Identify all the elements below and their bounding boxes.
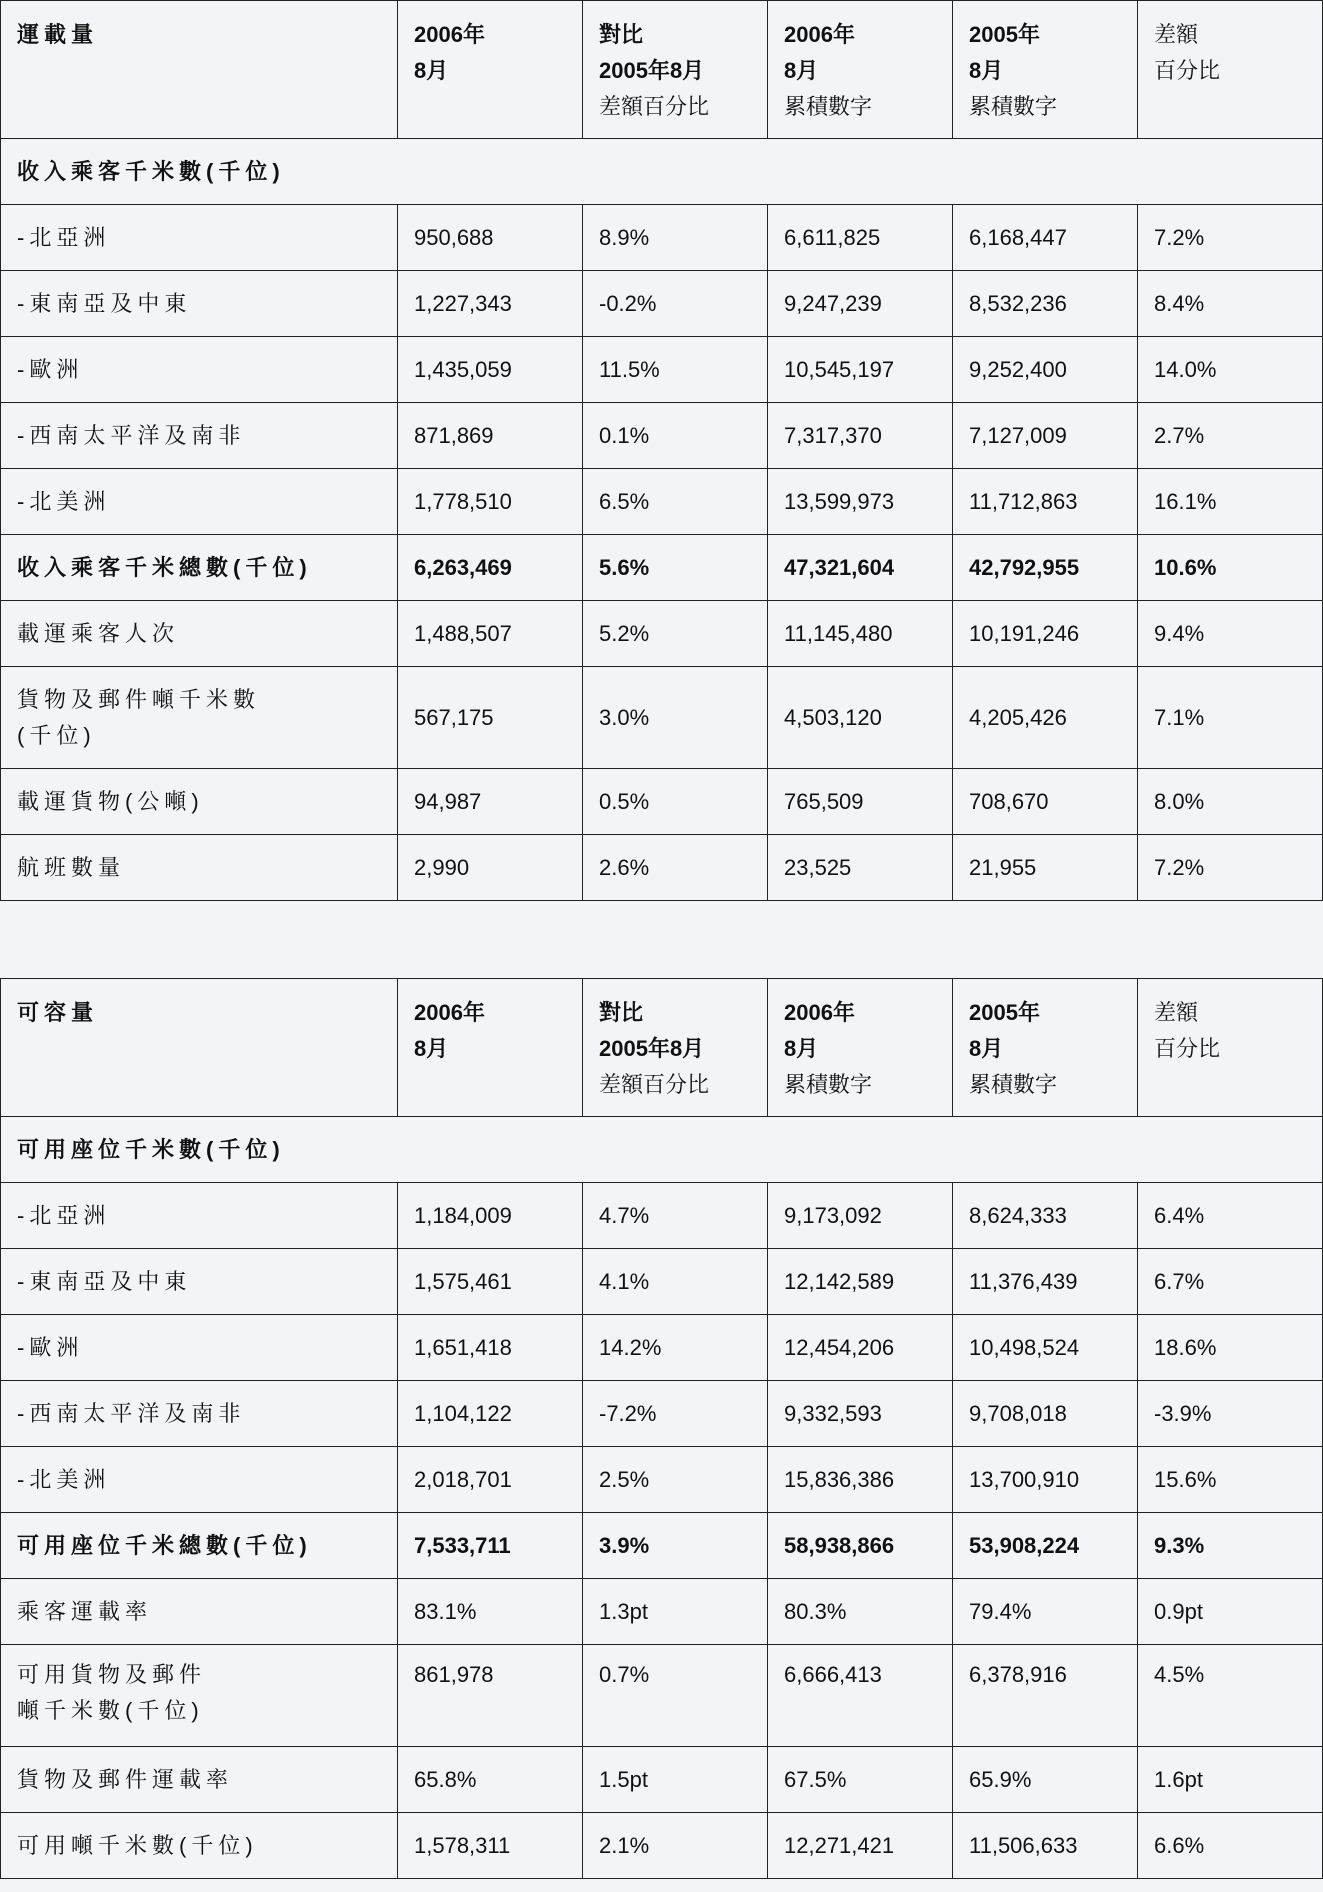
table-cell: 2,018,701 — [398, 1447, 583, 1513]
row-label: -西南太平洋及南非 — [1, 403, 398, 469]
row-label: 航班數量 — [1, 835, 398, 901]
table-cell: 950,688 — [398, 205, 583, 271]
row-label: 可用貨物及郵件 噸千米數(千位) — [1, 1645, 398, 1747]
capacity-header-col5: 差額 百分比 — [1138, 979, 1323, 1117]
table-cell: -3.9% — [1138, 1381, 1323, 1447]
table-cell: 765,509 — [768, 769, 953, 835]
table-row — [1, 271, 1323, 337]
row-label: -歐洲 — [1, 1315, 398, 1381]
table-cell: 708,670 — [953, 769, 1138, 835]
table-cell: 67.5% — [768, 1747, 953, 1813]
table-cell: 2,990 — [398, 835, 583, 901]
table-cell: 1.3pt — [583, 1579, 768, 1645]
traffic-section-title: 收入乘客千米數(千位) — [1, 139, 1323, 205]
table-row — [1, 403, 1323, 469]
traffic-header-col2: 對比 2005年8月 差額百分比 — [583, 1, 768, 139]
table-row — [1, 1645, 1323, 1747]
table-row — [1, 835, 1323, 901]
table-cell: 1,184,009 — [398, 1183, 583, 1249]
table-cell: 6,666,413 — [768, 1645, 953, 1747]
table-cell: 13,700,910 — [953, 1447, 1138, 1513]
table-row — [1, 1183, 1323, 1249]
table-cell: 1,435,059 — [398, 337, 583, 403]
traffic-header-col1: 2006年 8月 — [398, 1, 583, 139]
table-cell: 7,127,009 — [953, 403, 1138, 469]
table-cell: 23,525 — [768, 835, 953, 901]
table-cell: 2.5% — [583, 1447, 768, 1513]
table-cell: 1,104,122 — [398, 1381, 583, 1447]
row-label: 可用噸千米數(千位) — [1, 1813, 398, 1879]
table-cell: 5.6% — [583, 535, 768, 601]
table-cell: 12,142,589 — [768, 1249, 953, 1315]
table-cell: 7.2% — [1138, 835, 1323, 901]
table-cell: -0.2% — [583, 271, 768, 337]
table-cell: 12,454,206 — [768, 1315, 953, 1381]
table-cell: 861,978 — [398, 1645, 583, 1747]
table-row — [1, 1447, 1323, 1513]
table-cell: 0.7% — [583, 1645, 768, 1747]
row-label: -北亞洲 — [1, 1183, 398, 1249]
table-cell: 9.4% — [1138, 601, 1323, 667]
capacity-table — [0, 978, 1323, 1879]
table-cell: 9,247,239 — [768, 271, 953, 337]
table-row — [1, 337, 1323, 403]
table-cell: 42,792,955 — [953, 535, 1138, 601]
table-cell: 6,168,447 — [953, 205, 1138, 271]
table-cell: 4,205,426 — [953, 667, 1138, 769]
table-cell: 6.5% — [583, 469, 768, 535]
table-row — [1, 1747, 1323, 1813]
table-row — [1, 1381, 1323, 1447]
table-cell: 7,317,370 — [768, 403, 953, 469]
row-label: -東南亞及中東 — [1, 271, 398, 337]
row-label: -北美洲 — [1, 1447, 398, 1513]
table-cell: 3.0% — [583, 667, 768, 769]
table-cell: 11,712,863 — [953, 469, 1138, 535]
table-cell: 10.6% — [1138, 535, 1323, 601]
table-cell: 1,651,418 — [398, 1315, 583, 1381]
table-cell: 80.3% — [768, 1579, 953, 1645]
traffic-header-col3: 2006年 8月 累積數字 — [768, 1, 953, 139]
table-cell: 1,578,311 — [398, 1813, 583, 1879]
table-row — [1, 469, 1323, 535]
table-row — [1, 1579, 1323, 1645]
table-cell: 21,955 — [953, 835, 1138, 901]
table-cell: -7.2% — [583, 1381, 768, 1447]
capacity-header-col4: 2005年 8月 累積數字 — [953, 979, 1138, 1117]
table-cell: 4.5% — [1138, 1645, 1323, 1747]
table-row — [1, 769, 1323, 835]
table-cell: 9.3% — [1138, 1513, 1323, 1579]
table-cell: 14.0% — [1138, 337, 1323, 403]
table-cell: 10,498,524 — [953, 1315, 1138, 1381]
table-cell: 6,378,916 — [953, 1645, 1138, 1747]
row-label: -西南太平洋及南非 — [1, 1381, 398, 1447]
table-cell: 1,488,507 — [398, 601, 583, 667]
row-label: -北美洲 — [1, 469, 398, 535]
table-cell: 9,708,018 — [953, 1381, 1138, 1447]
table-cell: 83.1% — [398, 1579, 583, 1645]
table-cell: 2.1% — [583, 1813, 768, 1879]
table-cell: 9,332,593 — [768, 1381, 953, 1447]
table-cell: 871,869 — [398, 403, 583, 469]
total-row — [1, 1513, 1323, 1579]
table-cell: 0.1% — [583, 403, 768, 469]
row-label: 載運乘客人次 — [1, 601, 398, 667]
traffic-table — [0, 0, 1323, 901]
table-cell: 7.2% — [1138, 205, 1323, 271]
table-cell: 8,624,333 — [953, 1183, 1138, 1249]
table-cell: 1.6pt — [1138, 1747, 1323, 1813]
table-cell: 6.4% — [1138, 1183, 1323, 1249]
table-cell: 4.1% — [583, 1249, 768, 1315]
table-cell: 1,778,510 — [398, 469, 583, 535]
table-cell: 11.5% — [583, 337, 768, 403]
capacity-header-col2: 對比 2005年8月 差額百分比 — [583, 979, 768, 1117]
table-cell: 11,506,633 — [953, 1813, 1138, 1879]
table-row — [1, 1315, 1323, 1381]
table-cell: 6,611,825 — [768, 205, 953, 271]
table-cell: 6,263,469 — [398, 535, 583, 601]
row-label: 收入乘客千米總數(千位) — [1, 535, 398, 601]
table-cell: 11,376,439 — [953, 1249, 1138, 1315]
table-cell: 1.5pt — [583, 1747, 768, 1813]
table-cell: 58,938,866 — [768, 1513, 953, 1579]
table-cell: 1,575,461 — [398, 1249, 583, 1315]
table-cell: 6.7% — [1138, 1249, 1323, 1315]
table-cell: 3.9% — [583, 1513, 768, 1579]
table-cell: 8,532,236 — [953, 271, 1138, 337]
table-cell: 8.0% — [1138, 769, 1323, 835]
table-cell: 13,599,973 — [768, 469, 953, 535]
table-cell: 567,175 — [398, 667, 583, 769]
traffic-header-col5: 差額 百分比 — [1138, 1, 1323, 139]
total-row — [1, 535, 1323, 601]
table-cell: 79.4% — [953, 1579, 1138, 1645]
capacity-header-col1: 2006年 8月 — [398, 979, 583, 1117]
table-cell: 10,545,197 — [768, 337, 953, 403]
row-label: 乘客運載率 — [1, 1579, 398, 1645]
table-cell: 2.6% — [583, 835, 768, 901]
row-label: 貨物及郵件運載率 — [1, 1747, 398, 1813]
row-label: 可用座位千米總數(千位) — [1, 1513, 398, 1579]
table-cell: 0.5% — [583, 769, 768, 835]
table-cell: 4,503,120 — [768, 667, 953, 769]
table-cell: 65.8% — [398, 1747, 583, 1813]
table-cell: 18.6% — [1138, 1315, 1323, 1381]
table-cell: 9,252,400 — [953, 337, 1138, 403]
table-cell: 0.9pt — [1138, 1579, 1323, 1645]
table-cell: 9,173,092 — [768, 1183, 953, 1249]
table-row — [1, 601, 1323, 667]
traffic-header-col4: 2005年 8月 累積數字 — [953, 1, 1138, 139]
capacity-section-title: 可用座位千米數(千位) — [1, 1117, 1323, 1183]
traffic-header-label: 運載量 — [1, 1, 398, 139]
table-cell: 5.2% — [583, 601, 768, 667]
traffic-header-row — [1, 1, 1323, 139]
table-cell: 15.6% — [1138, 1447, 1323, 1513]
table-row — [1, 1813, 1323, 1879]
table-cell: 14.2% — [583, 1315, 768, 1381]
table-cell: 7.1% — [1138, 667, 1323, 769]
traffic-section-row — [1, 139, 1323, 205]
table-cell: 94,987 — [398, 769, 583, 835]
capacity-section-row — [1, 1117, 1323, 1183]
row-label: 貨物及郵件噸千米數 (千位) — [1, 667, 398, 769]
table-cell: 11,145,480 — [768, 601, 953, 667]
row-label: -歐洲 — [1, 337, 398, 403]
table-cell: 10,191,246 — [953, 601, 1138, 667]
table-cell: 8.9% — [583, 205, 768, 271]
capacity-header-col3: 2006年 8月 累積數字 — [768, 979, 953, 1117]
row-label: 載運貨物(公噸) — [1, 769, 398, 835]
table-cell: 7,533,711 — [398, 1513, 583, 1579]
table-cell: 15,836,386 — [768, 1447, 953, 1513]
table-cell: 4.7% — [583, 1183, 768, 1249]
table-cell: 12,271,421 — [768, 1813, 953, 1879]
capacity-header-label: 可容量 — [1, 979, 398, 1117]
table-row — [1, 1249, 1323, 1315]
table-cell: 8.4% — [1138, 271, 1323, 337]
table-row — [1, 205, 1323, 271]
table-cell: 53,908,224 — [953, 1513, 1138, 1579]
table-cell: 16.1% — [1138, 469, 1323, 535]
row-label: -北亞洲 — [1, 205, 398, 271]
row-label: -東南亞及中東 — [1, 1249, 398, 1315]
table-row — [1, 667, 1323, 769]
table-cell: 47,321,604 — [768, 535, 953, 601]
table-cell: 2.7% — [1138, 403, 1323, 469]
capacity-header-row — [1, 979, 1323, 1117]
table-cell: 6.6% — [1138, 1813, 1323, 1879]
table-cell: 1,227,343 — [398, 271, 583, 337]
table-cell: 65.9% — [953, 1747, 1138, 1813]
